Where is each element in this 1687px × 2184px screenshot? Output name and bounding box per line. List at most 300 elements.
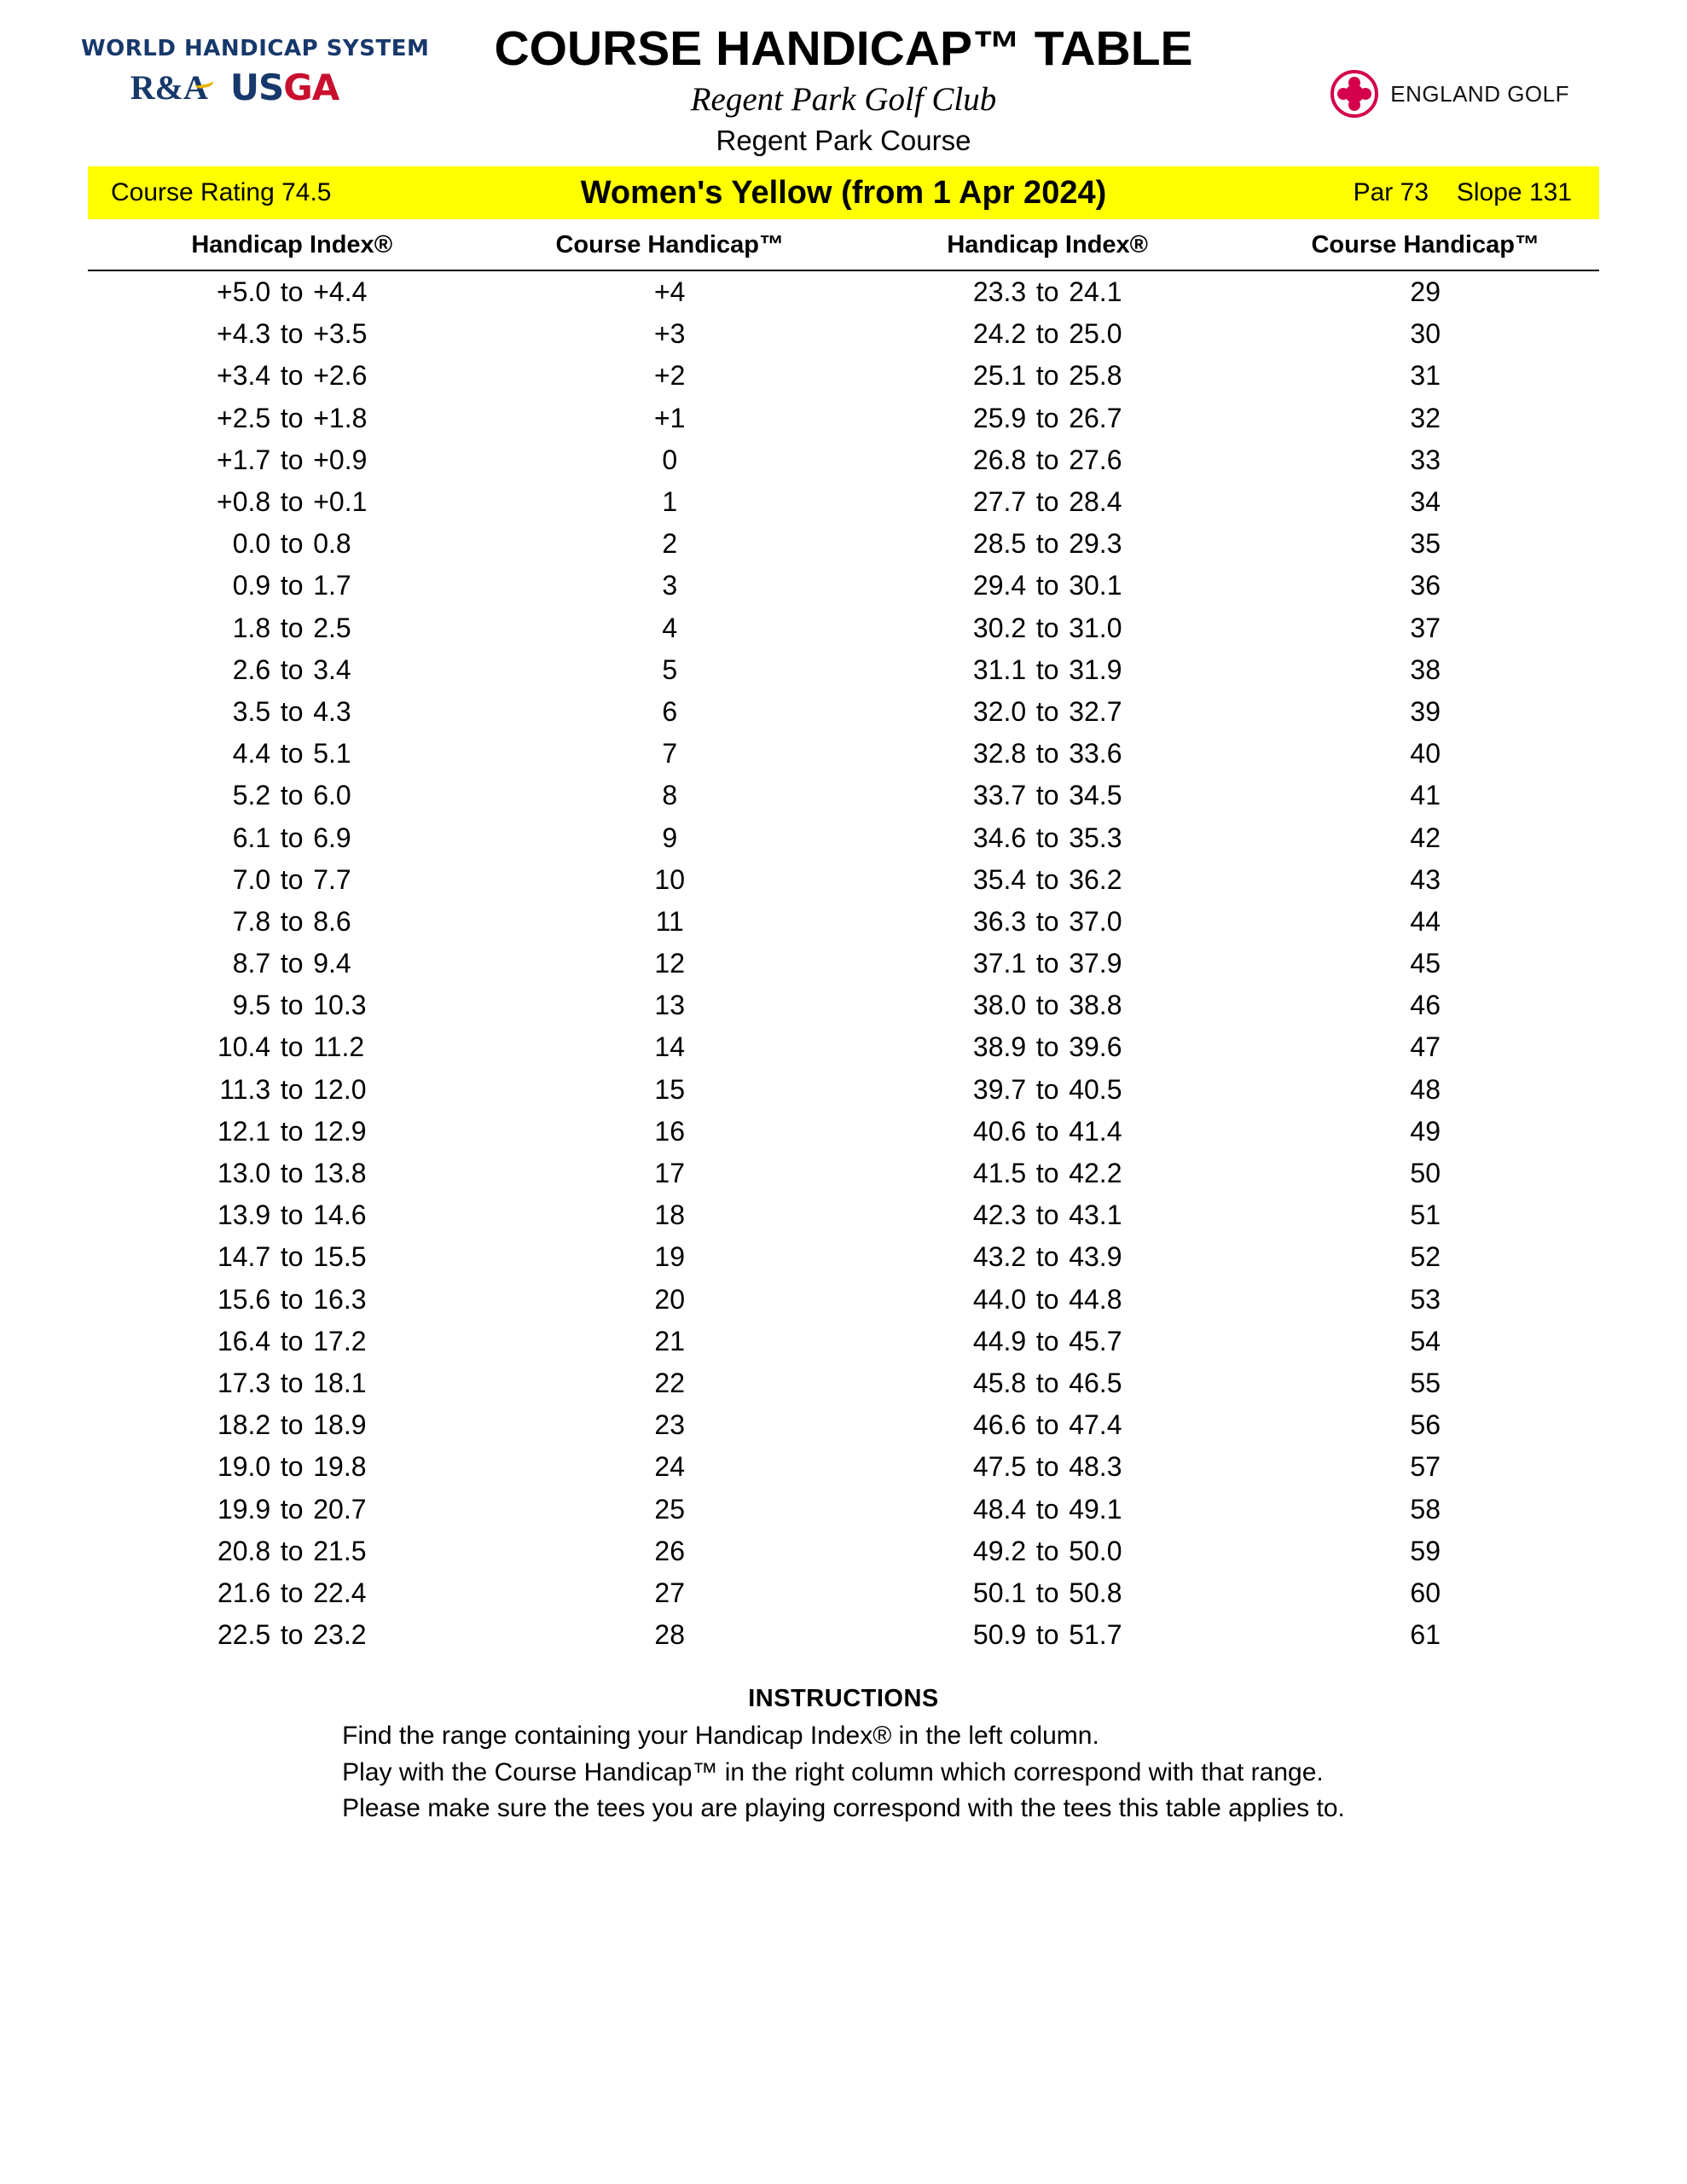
range-low: 40.6 — [972, 1115, 1027, 1147]
table-body — [88, 270, 1599, 1656]
range-value — [172, 318, 411, 350]
range-low: 31.1 — [972, 653, 1027, 685]
table-row — [88, 439, 1599, 481]
range-to-word: to — [1035, 444, 1059, 475]
randa-logo-text: R&A — [130, 68, 208, 107]
range-to-word: to — [1035, 276, 1059, 308]
range-value — [928, 570, 1167, 601]
course-handicap-value-left: 23 — [654, 1409, 685, 1441]
range-low: 22.5 — [217, 1619, 271, 1651]
handicap-index-range-left — [88, 398, 496, 439]
course-handicap-value-left: 26 — [654, 1535, 685, 1566]
range-value — [172, 403, 411, 434]
range-high: 5.1 — [313, 738, 351, 770]
course-handicap-value-right: 54 — [1410, 1325, 1441, 1356]
range-low: 47.5 — [972, 1451, 1027, 1483]
instruction-line: Please make sure the tees you are playing correspond with the tees this table applies to. — [342, 1794, 1345, 1823]
handicap-index-range-right — [844, 733, 1251, 775]
range-high: 16.3 — [313, 1283, 367, 1315]
rose-icon — [1330, 70, 1378, 118]
range-value — [172, 990, 411, 1021]
range-value — [928, 403, 1167, 434]
range-high: 10.3 — [313, 990, 367, 1021]
range-low: 30.2 — [972, 612, 1027, 643]
course-handicap-value-right: 33 — [1410, 444, 1441, 475]
range-high: 32.7 — [1069, 695, 1122, 727]
range-value — [172, 444, 411, 476]
range-low: 50.1 — [972, 1577, 1027, 1608]
range-to-word: to — [280, 1199, 304, 1231]
range-value — [928, 948, 1167, 979]
range-low: +5.0 — [217, 276, 271, 308]
range-value — [172, 654, 411, 686]
course-handicap-value-left: +1 — [653, 402, 686, 433]
range-to-word: to — [280, 1409, 304, 1441]
range-high: 46.5 — [1069, 1367, 1122, 1398]
table-row — [88, 398, 1599, 439]
course-handicap-value-right: 46 — [1410, 990, 1441, 1021]
course-handicap-value-left: 27 — [654, 1577, 685, 1608]
course-handicap-value-left: 24 — [654, 1451, 685, 1483]
range-to-word: to — [1035, 1451, 1059, 1483]
range-value — [928, 1199, 1167, 1231]
course-handicap-value-left: 1 — [662, 486, 678, 518]
handicap-index-range-right — [844, 691, 1251, 733]
handicap-index-range-right — [844, 607, 1251, 649]
range-value — [928, 1031, 1167, 1063]
table-row — [88, 1488, 1599, 1530]
handicap-index-range-left — [88, 1362, 496, 1404]
handicap-index-range-right — [844, 439, 1251, 481]
range-to-word: to — [1035, 1158, 1059, 1189]
handicap-index-range-left — [88, 901, 496, 943]
course-handicap-value-right: 53 — [1410, 1283, 1441, 1315]
course-handicap-value-right: 49 — [1410, 1115, 1441, 1147]
table-row — [88, 691, 1599, 733]
range-low: +1.7 — [217, 444, 271, 475]
range-high: 37.9 — [1069, 948, 1122, 979]
range-high: 1.7 — [313, 570, 351, 601]
handicap-index-range-left — [88, 1446, 496, 1488]
range-high: 22.4 — [313, 1577, 367, 1608]
range-to-word: to — [280, 1283, 304, 1315]
range-high: 19.8 — [313, 1451, 367, 1483]
range-to-word: to — [280, 990, 304, 1021]
range-low: 49.2 — [972, 1535, 1027, 1566]
range-value — [172, 1451, 411, 1483]
course-handicap-value-right: 42 — [1410, 822, 1441, 853]
range-high: 38.8 — [1069, 990, 1122, 1021]
handicap-index-range-left — [88, 565, 496, 607]
course-handicap-table — [88, 231, 1599, 1656]
document-header — [0, 0, 1687, 158]
table-row — [88, 1404, 1599, 1446]
range-to-word: to — [280, 402, 304, 433]
course-handicap-value-left: +4 — [653, 276, 686, 308]
range-high: 4.3 — [313, 695, 351, 727]
table-row — [88, 943, 1599, 985]
range-to-word: to — [280, 653, 304, 685]
club-name: Regent Park Golf Club — [690, 80, 997, 118]
range-to-word: to — [280, 1619, 304, 1651]
course-handicap-value-right: 50 — [1410, 1158, 1441, 1189]
range-low: 27.7 — [972, 486, 1027, 518]
header-course-handicap-left: Course Handicap™ — [496, 231, 844, 270]
course-handicap-value-left: 12 — [654, 948, 685, 979]
course-handicap-value-right: 60 — [1410, 1577, 1441, 1608]
course-handicap-value-right: 41 — [1410, 780, 1441, 811]
range-to-word: to — [1035, 1577, 1059, 1608]
handicap-index-range-right — [844, 313, 1251, 355]
randa-logo — [130, 68, 208, 107]
range-low: 34.6 — [972, 822, 1027, 853]
range-high: 26.7 — [1069, 402, 1122, 433]
range-value — [172, 570, 411, 601]
handicap-index-range-right — [844, 1614, 1251, 1656]
handicap-index-range-left — [88, 649, 496, 691]
course-handicap-value-left: 21 — [654, 1325, 685, 1356]
range-high: 49.1 — [1069, 1493, 1122, 1525]
range-low: 11.3 — [219, 1073, 271, 1105]
range-low: 17.3 — [217, 1367, 271, 1398]
range-value — [928, 1451, 1167, 1483]
handicap-index-range-left — [88, 270, 496, 313]
course-handicap-value-left: 14 — [654, 1031, 685, 1063]
range-value — [172, 1074, 411, 1106]
course-handicap-value-left: 19 — [654, 1241, 685, 1273]
range-high: 7.7 — [313, 863, 351, 895]
table-row — [88, 1362, 1599, 1404]
handicap-index-range-right — [844, 1404, 1251, 1446]
table-row — [88, 523, 1599, 565]
range-to-word: to — [280, 1577, 304, 1608]
handicap-index-range-right — [844, 816, 1251, 858]
header-course-handicap-right: Course Handicap™ — [1251, 231, 1599, 270]
range-low: 38.9 — [972, 1031, 1027, 1063]
handicap-index-range-left — [88, 733, 496, 775]
table-row — [88, 1069, 1599, 1111]
course-handicap-value-left: 3 — [662, 570, 678, 601]
range-high: 29.3 — [1069, 528, 1122, 560]
table-row — [88, 775, 1599, 816]
range-low: 5.2 — [232, 780, 271, 811]
handicap-index-range-left — [88, 1111, 496, 1153]
range-value — [172, 1536, 411, 1567]
handicap-index-range-right — [844, 1194, 1251, 1236]
course-handicap-value-right: 51 — [1410, 1199, 1441, 1231]
range-low: 20.8 — [217, 1535, 271, 1566]
course-handicap-value-right: 59 — [1410, 1535, 1441, 1566]
table-row — [88, 859, 1599, 901]
range-value — [928, 864, 1167, 896]
range-value — [172, 1577, 411, 1609]
range-to-word: to — [280, 1241, 304, 1273]
range-to-word: to — [280, 1367, 304, 1398]
range-low: 23.3 — [972, 276, 1027, 308]
range-high: 2.5 — [313, 612, 351, 643]
range-value — [172, 780, 411, 811]
range-value — [928, 1326, 1167, 1357]
range-to-word: to — [1035, 905, 1059, 937]
range-high: +1.8 — [313, 402, 368, 433]
range-value — [928, 444, 1167, 476]
table-row — [88, 901, 1599, 943]
range-high: +4.4 — [313, 276, 368, 308]
range-value — [928, 360, 1167, 392]
handicap-index-range-left — [88, 859, 496, 901]
range-value — [172, 528, 411, 560]
range-high: 9.4 — [313, 948, 351, 979]
slope-label: Slope 131 — [1456, 178, 1572, 206]
range-to-word: to — [280, 822, 304, 853]
range-to-word: to — [1035, 1325, 1059, 1356]
table-row — [88, 270, 1599, 313]
range-to-word: to — [280, 444, 304, 475]
table-header-row — [88, 231, 1599, 270]
table-row — [88, 1572, 1599, 1614]
header-handicap-index-right: Handicap Index® — [844, 231, 1251, 270]
range-to-word: to — [1035, 1199, 1059, 1231]
range-low: 13.0 — [217, 1158, 271, 1189]
table-row — [88, 607, 1599, 649]
range-to-word: to — [1035, 1073, 1059, 1105]
course-handicap-value-left: 22 — [654, 1367, 685, 1398]
handicap-index-range-right — [844, 1153, 1251, 1194]
handicap-index-range-right — [844, 985, 1251, 1026]
instruction-line: Play with the Course Handicap™ in the right column which correspond with that range. — [342, 1757, 1324, 1786]
range-low: 3.5 — [232, 695, 271, 727]
range-low: 0.9 — [232, 570, 271, 601]
handicap-index-range-right — [844, 355, 1251, 397]
range-value — [172, 1409, 411, 1441]
range-low: 7.8 — [232, 905, 271, 937]
range-high: 24.1 — [1069, 276, 1122, 308]
range-to-word: to — [1035, 822, 1059, 853]
range-to-word: to — [280, 486, 304, 518]
range-high: 17.2 — [313, 1325, 367, 1356]
table-row — [88, 816, 1599, 858]
handicap-index-range-left — [88, 985, 496, 1026]
range-value — [928, 780, 1167, 811]
england-golf-logo-group — [1330, 70, 1569, 118]
course-handicap-value-right: 45 — [1410, 948, 1441, 979]
range-high: 48.3 — [1069, 1451, 1122, 1483]
handicap-index-range-right — [844, 1111, 1251, 1153]
governing-body-logos — [81, 67, 388, 108]
range-low: 24.2 — [972, 318, 1027, 350]
course-handicap-value-right: 43 — [1410, 863, 1441, 895]
course-handicap-value-left: 17 — [654, 1158, 685, 1189]
course-handicap-value-left: 16 — [654, 1115, 685, 1147]
range-high: 8.6 — [313, 905, 351, 937]
handicap-index-range-left — [88, 816, 496, 858]
range-value — [172, 276, 411, 308]
course-handicap-value-right: 56 — [1410, 1409, 1441, 1441]
instructions-lines — [342, 1718, 1345, 1827]
range-high: 42.2 — [1069, 1158, 1122, 1189]
range-value — [172, 1284, 411, 1316]
range-high: 0.8 — [313, 528, 351, 560]
course-handicap-value-right: 61 — [1410, 1619, 1441, 1651]
range-high: +0.1 — [313, 486, 368, 518]
range-low: 43.2 — [972, 1241, 1027, 1273]
range-low: 26.8 — [972, 444, 1027, 475]
range-to-word: to — [280, 780, 304, 811]
range-value — [928, 1284, 1167, 1316]
handicap-index-range-left — [88, 1614, 496, 1656]
handicap-index-range-left — [88, 355, 496, 397]
range-to-word: to — [280, 905, 304, 937]
range-high: 12.0 — [313, 1073, 367, 1105]
course-handicap-value-right: 55 — [1410, 1367, 1441, 1398]
table-row — [88, 1279, 1599, 1321]
range-to-word: to — [280, 1115, 304, 1147]
range-high: 15.5 — [313, 1241, 367, 1273]
range-low: 8.7 — [232, 948, 271, 979]
range-to-word: to — [1035, 1115, 1059, 1147]
handicap-index-range-left — [88, 1572, 496, 1614]
handicap-index-range-left — [88, 523, 496, 565]
handicap-index-range-left — [88, 481, 496, 523]
range-high: 43.9 — [1069, 1241, 1122, 1273]
range-to-word: to — [280, 863, 304, 895]
course-handicap-value-left: 11 — [655, 905, 684, 937]
range-low: 32.8 — [972, 738, 1027, 770]
page-title: COURSE HANDICAP™ TABLE — [494, 21, 1193, 76]
range-to-word: to — [1035, 570, 1059, 601]
range-value — [172, 1368, 411, 1399]
handicap-index-range-right — [844, 1236, 1251, 1278]
range-high: 35.3 — [1069, 822, 1122, 853]
range-low: 41.5 — [972, 1158, 1027, 1189]
range-high: 34.5 — [1069, 780, 1122, 811]
handicap-index-range-left — [88, 691, 496, 733]
range-value — [172, 864, 411, 896]
range-low: 39.7 — [972, 1073, 1027, 1105]
range-high: 40.5 — [1069, 1073, 1122, 1105]
handicap-index-range-left — [88, 1069, 496, 1111]
range-to-word: to — [1035, 402, 1059, 433]
range-to-word: to — [280, 528, 304, 560]
range-to-word: to — [1035, 990, 1059, 1021]
course-handicap-value-right: 29 — [1410, 276, 1441, 308]
range-to-word: to — [280, 1073, 304, 1105]
range-value — [172, 948, 411, 979]
handicap-index-range-left — [88, 1279, 496, 1321]
range-to-word: to — [1035, 863, 1059, 895]
handicap-index-range-left — [88, 1153, 496, 1194]
handicap-index-range-right — [844, 943, 1251, 985]
course-handicap-value-right: 31 — [1410, 360, 1441, 392]
range-to-word: to — [1035, 1367, 1059, 1398]
instructions-title: INSTRUCTIONS — [748, 1685, 939, 1713]
range-low: 15.6 — [217, 1283, 271, 1315]
course-handicap-value-left: 4 — [662, 612, 678, 643]
course-handicap-value-right: 58 — [1410, 1493, 1441, 1525]
range-value — [928, 1409, 1167, 1441]
course-name: Regent Park Course — [716, 124, 971, 156]
tee-info-band — [88, 166, 1599, 219]
range-low: 37.1 — [972, 948, 1027, 979]
range-value — [172, 822, 411, 854]
range-to-word: to — [280, 1451, 304, 1483]
course-handicap-value-right: 37 — [1410, 612, 1441, 643]
course-handicap-value-left: 20 — [654, 1283, 685, 1315]
range-low: +4.3 — [217, 318, 271, 350]
range-to-word: to — [280, 1325, 304, 1356]
range-to-word: to — [280, 360, 304, 392]
handicap-index-range-right — [844, 270, 1251, 313]
range-high: 33.6 — [1069, 738, 1122, 770]
range-to-word: to — [280, 738, 304, 770]
whs-logo-group — [81, 36, 430, 108]
range-value — [928, 318, 1167, 350]
handicap-index-range-left — [88, 943, 496, 985]
table-row — [88, 985, 1599, 1026]
handicap-index-range-left — [88, 1531, 496, 1572]
range-to-word: to — [1035, 528, 1059, 560]
range-low: 4.4 — [232, 738, 271, 770]
course-handicap-value-left: 2 — [662, 528, 678, 560]
handicap-index-range-right — [844, 1572, 1251, 1614]
range-to-word: to — [280, 1493, 304, 1525]
range-low: 1.8 — [232, 612, 271, 643]
range-to-word: to — [1035, 738, 1059, 770]
handicap-index-range-left — [88, 1194, 496, 1236]
range-value — [928, 528, 1167, 560]
range-value — [928, 822, 1167, 854]
handicap-index-range-right — [844, 901, 1251, 943]
range-high: 47.4 — [1069, 1409, 1122, 1441]
course-handicap-value-left: 10 — [654, 863, 685, 895]
range-value — [172, 906, 411, 938]
range-low: 44.9 — [972, 1325, 1027, 1356]
range-to-word: to — [280, 1031, 304, 1063]
range-to-word: to — [280, 1158, 304, 1189]
range-to-word: to — [1035, 1493, 1059, 1525]
course-handicap-value-left: +3 — [653, 318, 686, 350]
range-low: 21.6 — [217, 1577, 271, 1608]
range-value — [172, 1241, 411, 1273]
range-value — [928, 276, 1167, 308]
range-to-word: to — [1035, 486, 1059, 518]
handicap-index-range-right — [844, 1531, 1251, 1572]
handicap-index-range-right — [844, 1362, 1251, 1404]
handicap-index-range-right — [844, 1279, 1251, 1321]
range-to-word: to — [1035, 1031, 1059, 1063]
range-low: 2.6 — [232, 653, 271, 685]
course-handicap-value-left: 28 — [654, 1619, 685, 1651]
handicap-index-range-left — [88, 1236, 496, 1278]
course-handicap-value-right: 36 — [1410, 570, 1441, 601]
range-to-word: to — [1035, 1241, 1059, 1273]
range-to-word: to — [280, 695, 304, 727]
handicap-index-range-right — [844, 1321, 1251, 1362]
range-value — [172, 1199, 411, 1231]
table-row — [88, 1321, 1599, 1362]
table-row — [88, 355, 1599, 397]
course-handicap-value-left: +2 — [653, 360, 686, 392]
course-handicap-value-right: 39 — [1410, 695, 1441, 727]
range-value — [928, 1116, 1167, 1147]
range-value — [928, 1368, 1167, 1399]
usga-logo-ga-text: GA — [283, 67, 339, 108]
range-high: 18.9 — [313, 1409, 367, 1441]
handicap-index-range-left — [88, 439, 496, 481]
handicap-index-range-right — [844, 481, 1251, 523]
handicap-index-range-right — [844, 1026, 1251, 1068]
course-handicap-value-left: 13 — [654, 990, 685, 1021]
